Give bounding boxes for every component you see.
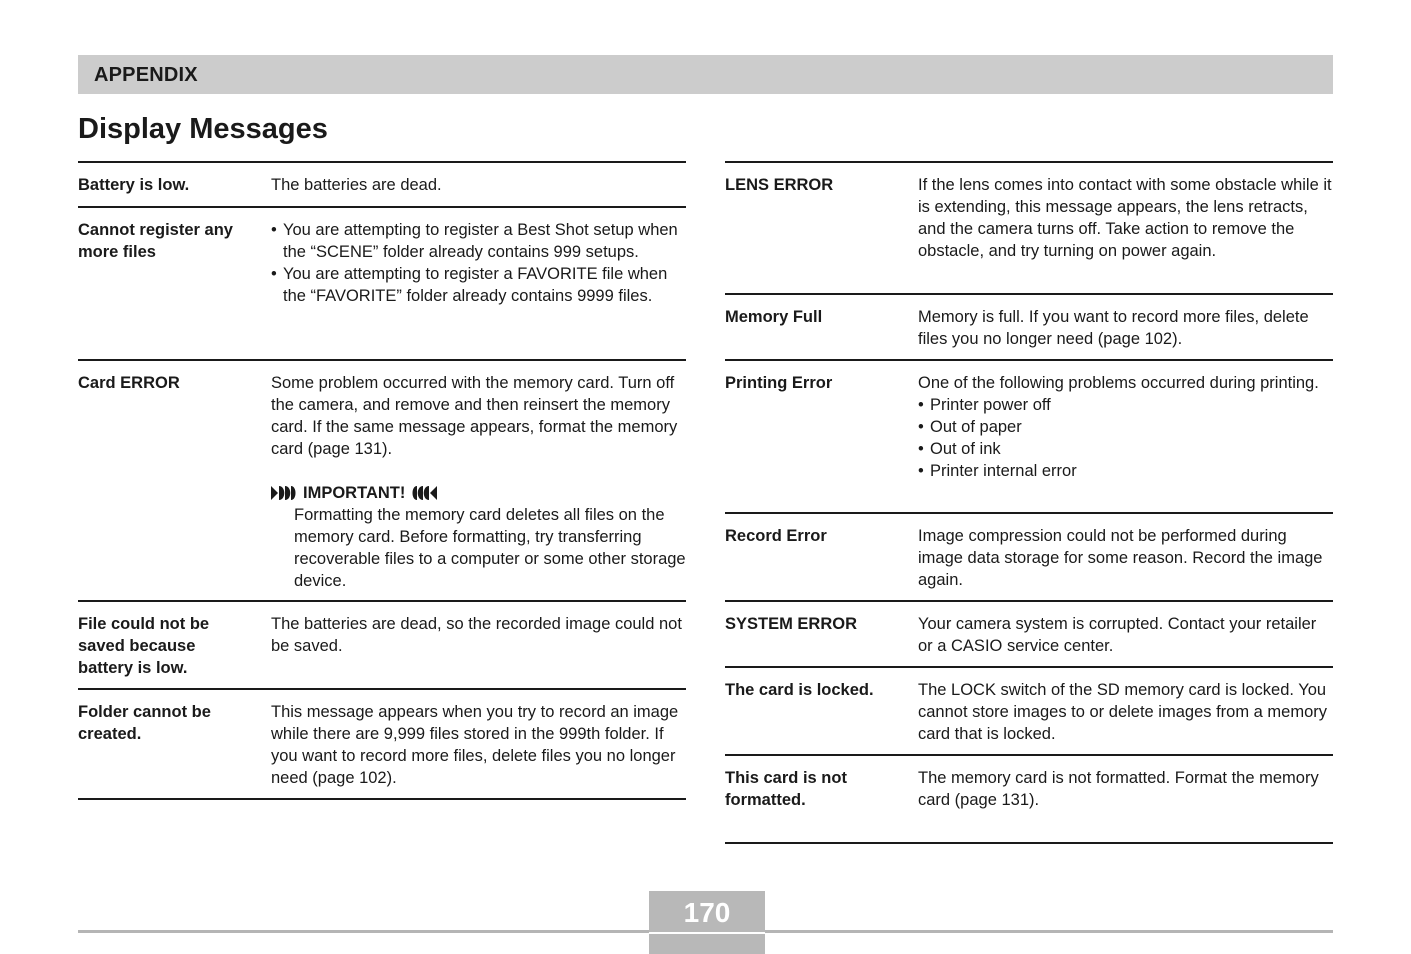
- message-description: Your camera system is corrupted. Contact your retailer or a CASIO service center.: [918, 615, 1317, 655]
- bullet-item: • You are attempting to register a FAVORITE file when the “FAVORITE” folder already contains 9999 files.: [271, 263, 686, 307]
- message-description: Memory is full. If you want to record more files, delete files you no longer need (page 102).: [918, 308, 1309, 348]
- messages-table-right: [725, 161, 1333, 844]
- message-description: The memory card is not formatted. Format the memory card (page 131).: [918, 769, 1319, 809]
- bullet-item: • You are attempting to register a Best Shot setup when the “SCENE” folder already contains 999 setups.: [271, 219, 686, 263]
- important-label: IMPORTANT!: [303, 484, 406, 502]
- message-row-battery-low: [78, 163, 686, 208]
- message-row-lens-error: [725, 163, 1333, 295]
- description-text: Some problem occurred with the memory card. Turn off the camera, and remove and then reinsert the memory card. If the same message appears, format the memory card (page 131).: [271, 374, 678, 458]
- message-term: Folder cannot be created.: [78, 703, 211, 743]
- message-description: [918, 372, 1333, 500]
- important-arrows-right-icon: [271, 486, 297, 500]
- message-description: [271, 219, 686, 347]
- message-row-printing-error: [725, 361, 1333, 514]
- message-description: [271, 372, 686, 588]
- bullet-item: • Printer internal error: [918, 460, 1333, 482]
- message-term: Cannot register any more files: [78, 221, 233, 261]
- bullet-list: [918, 394, 1333, 482]
- message-term: Card ERROR: [78, 374, 180, 392]
- page-number: 170: [649, 891, 765, 932]
- bullet-item: • Out of paper: [918, 416, 1333, 438]
- message-row-file-not-saved: [78, 602, 686, 690]
- message-description: The batteries are dead, so the recorded image could not be saved.: [271, 615, 682, 655]
- important-arrows-left-icon: [411, 486, 437, 500]
- message-term: Record Error: [725, 527, 827, 545]
- page-number-box: [649, 891, 765, 954]
- important-text: Formatting the memory card deletes all files on the memory card. Before formatting, try transferring recoverable files to a computer or some other storage device.: [294, 506, 686, 590]
- message-row-card-error: [78, 361, 686, 602]
- section-label: APPENDIX: [94, 64, 198, 86]
- message-row-system-error: [725, 602, 1333, 668]
- bullet-item: • Out of ink: [918, 438, 1333, 460]
- message-row-record-error: [725, 514, 1333, 602]
- bullet-list: [271, 219, 686, 307]
- message-description: This message appears when you try to record an image while there are 9,999 files stored in the 999th folder. If you want to record more files, delete files you no longer need (page 102).: [271, 703, 679, 787]
- message-term: Memory Full: [725, 308, 823, 326]
- message-term: The card is locked.: [725, 681, 874, 699]
- message-description: If the lens comes into contact with some obstacle while it is extending, this message appears, the lens retracts, and the camera turns off. Take action to remove the obstacle, and try turning on power again.: [918, 176, 1332, 260]
- message-description: Image compression could not be performed during image data storage for some reason. Record the image again.: [918, 527, 1323, 589]
- page-number-tab: [649, 934, 765, 954]
- message-term: SYSTEM ERROR: [725, 615, 858, 633]
- message-term: File could not be saved because battery is low.: [78, 615, 210, 677]
- message-row-card-locked: [725, 668, 1333, 756]
- message-description: The LOCK switch of the SD memory card is locked. You cannot store images to or delete images from a memory card that is locked.: [918, 681, 1328, 743]
- message-row-memory-full: [725, 295, 1333, 361]
- message-row-card-not-formatted: [725, 756, 1333, 844]
- message-row-cannot-register: [78, 208, 686, 361]
- important-heading: [271, 482, 686, 504]
- message-term: Battery is low.: [78, 176, 190, 194]
- message-row-folder-not-created: [78, 690, 686, 800]
- messages-table-left: [78, 161, 686, 800]
- message-term: Printing Error: [725, 374, 833, 392]
- message-term: This card is not formatted.: [725, 769, 847, 809]
- bullet-item: • Printer power off: [918, 394, 1333, 416]
- description-text: One of the following problems occurred during printing.: [918, 374, 1319, 392]
- page-title: Display Messages: [78, 113, 328, 145]
- message-term: LENS ERROR: [725, 176, 834, 194]
- section-header-bar: [78, 55, 1333, 94]
- message-description: The batteries are dead.: [271, 176, 442, 194]
